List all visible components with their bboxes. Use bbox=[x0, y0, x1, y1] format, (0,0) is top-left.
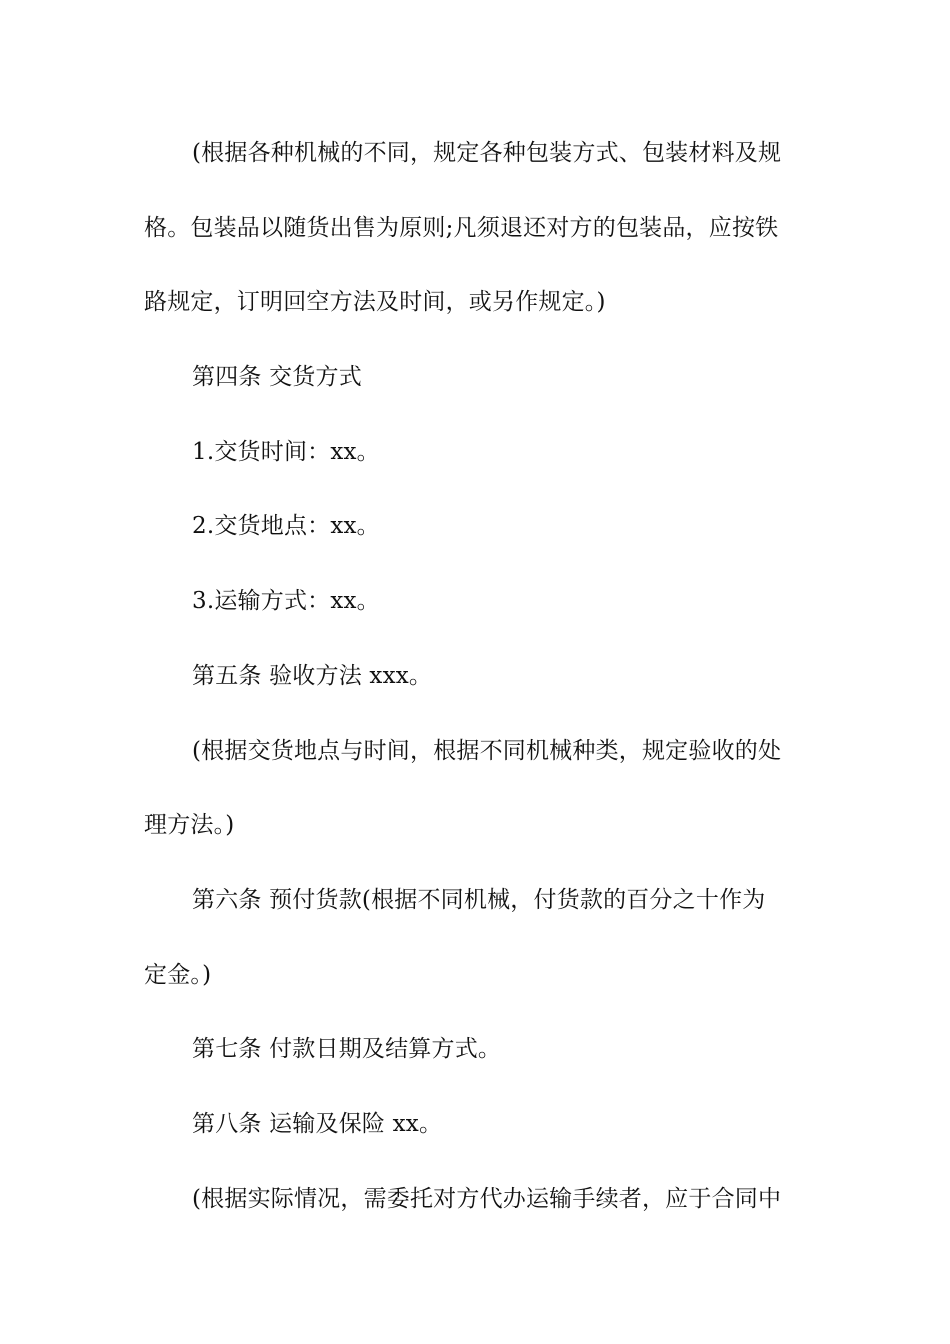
article-8-heading: 第八条 运输及保险 xx。 bbox=[192, 1111, 443, 1137]
paragraph-acceptance-note-line-1: (根据交货地点与时间，根据不同机械种类，规定验收的处 bbox=[192, 738, 782, 764]
delivery-time-item: 1.交货时间：xx。 bbox=[192, 439, 380, 465]
article-7-heading: 第七条 付款日期及结算方式。 bbox=[192, 1036, 502, 1062]
delivery-location-item: 2.交货地点：xx。 bbox=[192, 513, 380, 539]
article-6-line-1: 第六条 预付货款(根据不同机械，付货款的百分之十作为 bbox=[192, 887, 766, 913]
article-4-heading: 第四条 交货方式 bbox=[192, 364, 362, 390]
article-6-line-2: 定金。) bbox=[144, 962, 212, 988]
paragraph-acceptance-note-line-2: 理方法。) bbox=[144, 812, 235, 838]
paragraph-transport-note-line-1: (根据实际情况，需委托对方代办运输手续者，应于合同中 bbox=[192, 1186, 782, 1212]
paragraph-packaging-note-line-2: 格。包装品以随货出售为原则;凡须退还对方的包装品，应按铁 bbox=[144, 215, 779, 241]
paragraph-packaging-note-line-1: (根据各种机械的不同，规定各种包装方式、包装材料及规 bbox=[192, 140, 782, 166]
paragraph-packaging-note-line-3: 路规定，订明回空方法及时间，或另作规定。) bbox=[144, 289, 606, 315]
transport-method-item: 3.运输方式：xx。 bbox=[192, 588, 380, 614]
article-5-heading: 第五条 验收方法 xxx。 bbox=[192, 663, 433, 689]
